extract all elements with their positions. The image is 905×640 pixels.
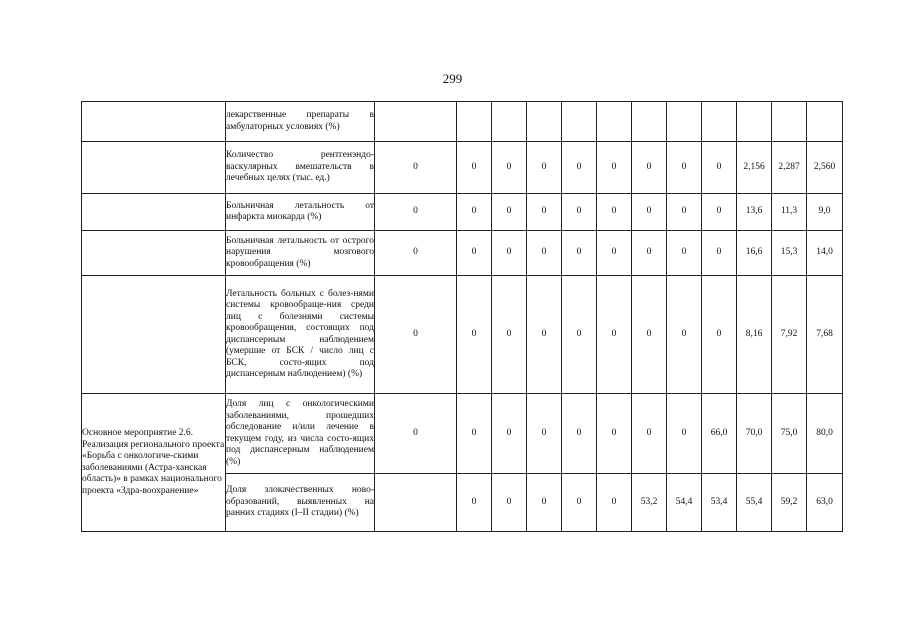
value-cell: 0 <box>457 194 492 231</box>
table-row <box>82 102 843 142</box>
table-row <box>82 194 843 231</box>
value-cell: 0 <box>492 394 527 474</box>
value-cell: 0 <box>562 276 597 394</box>
value-cell: 2,156 <box>737 142 772 194</box>
value-cell: 0 <box>632 394 667 474</box>
value-cell: 0 <box>632 142 667 194</box>
value-cell: 0 <box>667 394 702 474</box>
value-cell: 66,0 <box>702 394 737 474</box>
value-cell: 2,287 <box>772 142 807 194</box>
value-cell <box>632 102 667 142</box>
value-cell <box>807 102 843 142</box>
indicator-cell: Больничная летальность от инфаркта миокарда (%) <box>226 194 375 231</box>
value-cell: 7,68 <box>807 276 843 394</box>
value-cell: 80,0 <box>807 394 843 474</box>
value-cell: 0 <box>597 394 632 474</box>
value-cell: 0 <box>527 276 562 394</box>
value-cell: 0 <box>457 474 492 532</box>
value-cell: 16,6 <box>737 231 772 276</box>
value-cell: 0 <box>492 142 527 194</box>
table-row <box>82 394 843 474</box>
value-cell: 0 <box>632 231 667 276</box>
value-cell: 0 <box>375 276 457 394</box>
value-cell: 0 <box>632 194 667 231</box>
event-cell: Основное мероприятие 2.6. Реализация регионального проекта «Борьба с онкологиче-скими заболеваниями (Астра-ханская область)» в рамках национального проекта «Здра-воохранение» <box>82 394 226 532</box>
table-row <box>82 276 843 394</box>
value-cell: 0 <box>562 142 597 194</box>
indicator-cell: Больничная летальность от острого нарушения мозгового кровообращения (%) <box>226 231 375 276</box>
value-cell: 0 <box>527 474 562 532</box>
value-cell <box>597 102 632 142</box>
value-cell: 0 <box>375 194 457 231</box>
event-cell <box>82 102 226 142</box>
value-cell: 0 <box>702 276 737 394</box>
value-cell <box>562 102 597 142</box>
value-cell: 0 <box>597 194 632 231</box>
value-cell: 0 <box>492 194 527 231</box>
page-number: 299 <box>442 71 463 86</box>
value-cell: 0 <box>375 394 457 474</box>
value-cell: 0 <box>667 142 702 194</box>
value-cell <box>667 102 702 142</box>
value-cell: 0 <box>597 231 632 276</box>
value-cell: 13,6 <box>737 194 772 231</box>
value-cell: 0 <box>597 142 632 194</box>
value-cell: 0 <box>667 194 702 231</box>
value-cell: 0 <box>702 194 737 231</box>
value-cell: 70,0 <box>737 394 772 474</box>
event-cell <box>82 142 226 194</box>
value-cell: 0 <box>492 474 527 532</box>
value-cell: 2,560 <box>807 142 843 194</box>
value-cell: 0 <box>702 142 737 194</box>
value-cell: 0 <box>597 276 632 394</box>
value-cell: 0 <box>562 394 597 474</box>
value-cell: 0 <box>492 276 527 394</box>
value-cell: 53,2 <box>632 474 667 532</box>
indicator-cell: лекарственные препараты в амбулаторных условиях (%) <box>226 102 375 142</box>
value-cell: 0 <box>562 474 597 532</box>
value-cell: 0 <box>562 194 597 231</box>
value-cell <box>492 102 527 142</box>
value-cell: 55,4 <box>737 474 772 532</box>
value-cell: 63,0 <box>807 474 843 532</box>
value-cell: 59,2 <box>772 474 807 532</box>
indicator-cell: Летальность больных с болез-нями системы кровообраще-ния среди лиц с болезнями системы кровообращения, состоящих под диспансерным наблюдением (умершие от БСК / число лиц с БСК, состо-ящих под диспансерным наблюдением) (%) <box>226 276 375 394</box>
value-cell: 0 <box>667 231 702 276</box>
table-row <box>82 231 843 276</box>
value-cell <box>702 102 737 142</box>
value-cell: 0 <box>457 394 492 474</box>
value-cell: 0 <box>457 276 492 394</box>
value-cell <box>375 102 457 142</box>
value-cell <box>772 102 807 142</box>
event-cell <box>82 276 226 394</box>
indicators-table <box>81 101 843 532</box>
indicator-cell: Доля лиц с онкологическими заболеваниями, прошедших обследование и/или лечение в текущем году, из числа состо-ящих под диспансерным наблюдением (%) <box>226 394 375 474</box>
value-cell: 53,4 <box>702 474 737 532</box>
indicator-cell: Доля злокачественных ново-образований, выявленных на ранних стадиях (I–II стадии) (%) <box>226 474 375 532</box>
value-cell: 0 <box>597 474 632 532</box>
value-cell: 0 <box>527 194 562 231</box>
value-cell: 9,0 <box>807 194 843 231</box>
value-cell: 0 <box>702 231 737 276</box>
value-cell <box>527 102 562 142</box>
value-cell <box>457 102 492 142</box>
value-cell: 7,92 <box>772 276 807 394</box>
value-cell: 0 <box>492 231 527 276</box>
value-cell: 8,16 <box>737 276 772 394</box>
value-cell: 0 <box>457 231 492 276</box>
value-cell: 0 <box>527 142 562 194</box>
value-cell: 0 <box>667 276 702 394</box>
value-cell: 0 <box>375 231 457 276</box>
value-cell: 15,3 <box>772 231 807 276</box>
table-row <box>82 142 843 194</box>
value-cell: 11,3 <box>772 194 807 231</box>
value-cell <box>375 474 457 532</box>
value-cell: 0 <box>375 142 457 194</box>
value-cell: 75,0 <box>772 394 807 474</box>
event-cell <box>82 194 226 231</box>
value-cell: 0 <box>632 276 667 394</box>
event-cell <box>82 231 226 276</box>
indicator-cell: Количество рентгенэндо-васкулярных вмешательств в лечебных целях (тыс. ед.) <box>226 142 375 194</box>
value-cell: 0 <box>562 231 597 276</box>
value-cell: 14,0 <box>807 231 843 276</box>
value-cell: 0 <box>457 142 492 194</box>
value-cell: 0 <box>527 394 562 474</box>
value-cell <box>737 102 772 142</box>
value-cell: 0 <box>527 231 562 276</box>
value-cell: 54,4 <box>667 474 702 532</box>
